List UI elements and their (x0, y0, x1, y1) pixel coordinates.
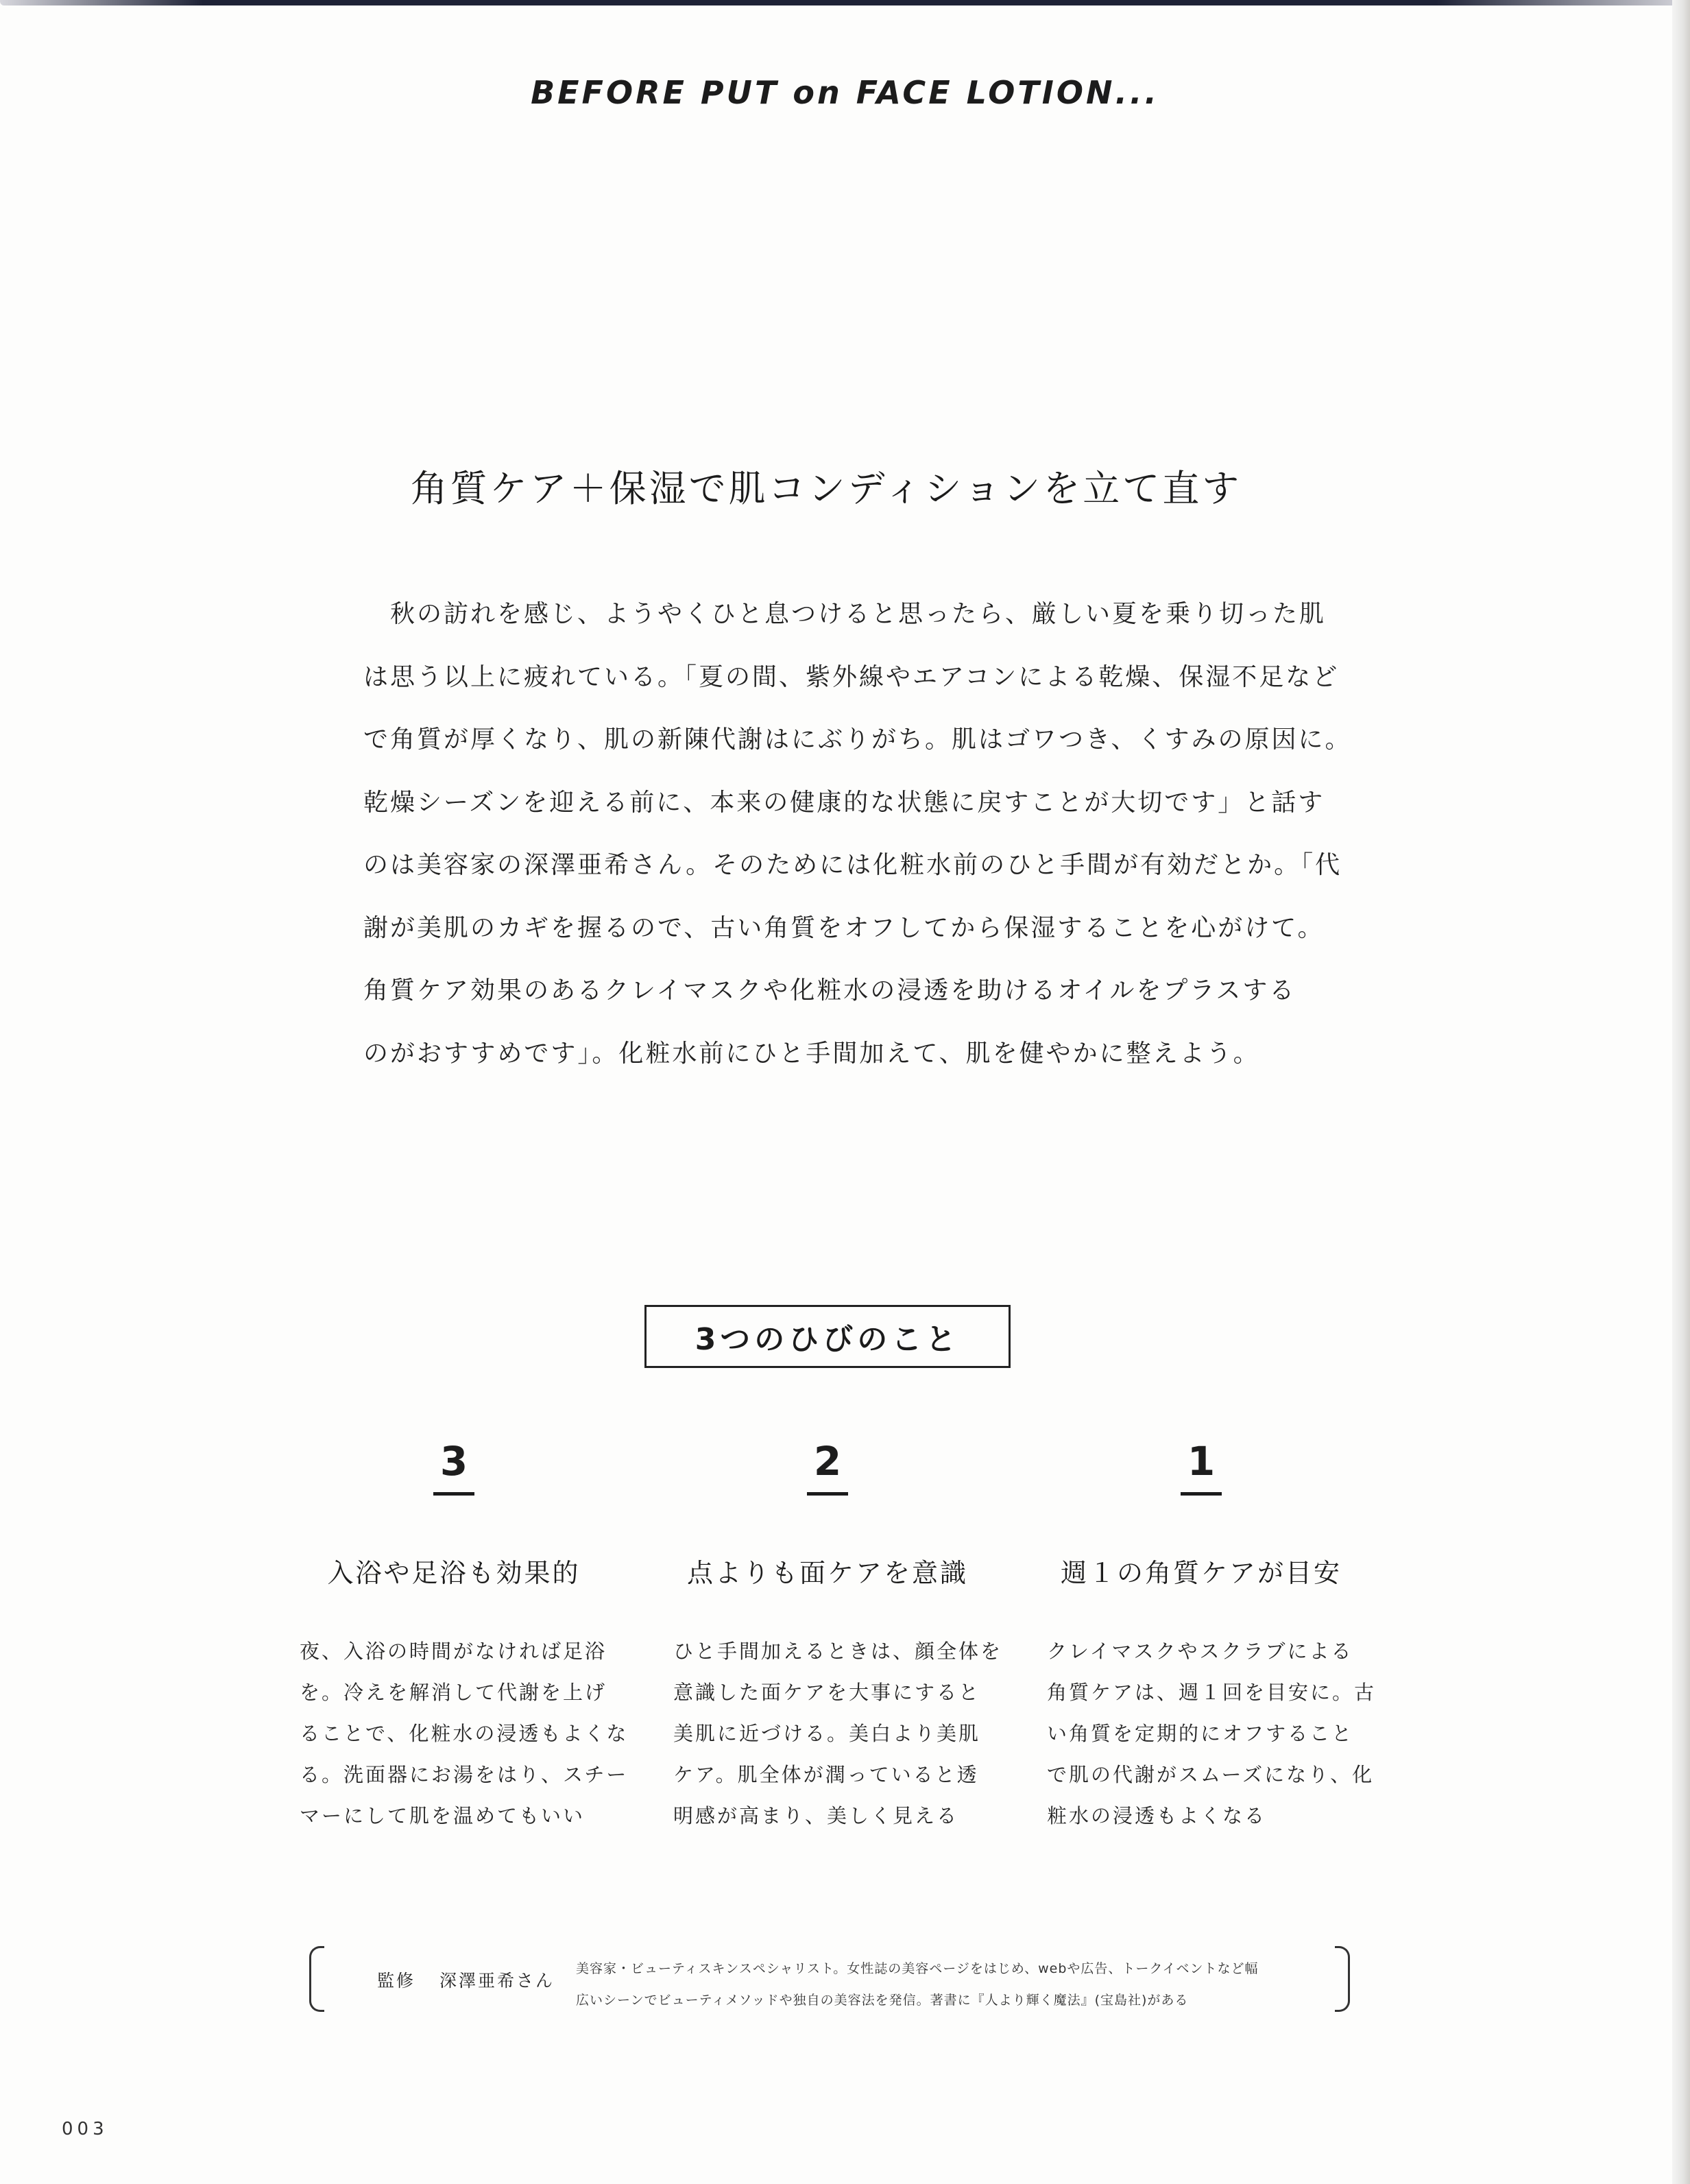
supervisor-name: 深澤亜希さん (439, 1971, 555, 1991)
tip-item-3 (300, 1438, 629, 1836)
tip-number: 1 (1181, 1439, 1222, 1496)
tip-line: 夜、入浴の時間がなければ足浴 (300, 1640, 607, 1663)
supervisor-role: 監修 (377, 1971, 416, 1991)
page-headline: BEFORE PUT on FACE LOTION... (531, 74, 1159, 111)
tip-line: い角質を定期的にオフすること (1047, 1722, 1354, 1745)
left-bracket (309, 1946, 324, 2012)
body-line: のがおすすめです」。化粧水前にひと手間加えて、肌を健やかに整えよう。 (363, 1039, 1260, 1068)
supervisor-credit (377, 1967, 555, 1992)
right-bracket (1335, 1946, 1350, 2012)
page-top-edge (0, 0, 1690, 5)
tip-line: る。洗面器にお湯をはり、スチー (300, 1763, 629, 1786)
tip-item-1 (1047, 1438, 1377, 1836)
tip-line: 意識した面ケアを大事にすると (673, 1681, 981, 1704)
body-line: 秋の訪れを感じ、ようやくひと息つけると思ったら、厳しい夏を乗り切った肌 (363, 600, 1327, 628)
body-line: は思う以上に疲れている。「夏の間、紫外線やエアコンによる乾燥、保湿不足など (363, 662, 1340, 691)
body-line: で角質が厚くなり、肌の新陳代謝はにぶりがち。肌はゴワつき、くすみの原因に。 (363, 725, 1352, 754)
body-line: 謝が美肌のカギを握るので、古い角質をオフしてから保湿することを心がけて。 (363, 913, 1325, 942)
tip-line: マーにして肌を温めてもいい (300, 1804, 586, 1827)
body-line: 角質ケア効果のあるクレイマスクや化粧水の浸透を助けるオイルをプラスする (363, 976, 1296, 1005)
section-label-box (644, 1305, 1011, 1368)
tip-line: 角質ケアは、週１回を目安に。古 (1047, 1681, 1377, 1704)
tip-description (300, 1631, 629, 1836)
tip-heading: 入浴や足浴も効果的 (327, 1558, 581, 1588)
profile-line: 美容家・ビューティスキンスペシャリスト。女性誌の美容ページをはじめ、webや広告、トークイベントなど幅 (576, 1961, 1259, 1976)
tip-line: ることで、化粧水の浸透もよくな (300, 1722, 629, 1745)
page-number: 003 (62, 2119, 108, 2139)
article-body (363, 583, 1352, 1085)
tip-line: で肌の代謝がスムーズになり、化 (1047, 1763, 1375, 1786)
tip-line: クレイマスクやスクラブによる (1047, 1640, 1353, 1663)
tip-item-2 (673, 1438, 1003, 1836)
article-title: 角質ケア＋保湿で肌コンディションを立て直す (410, 467, 1242, 510)
tip-heading: 点よりも面ケアを意識 (686, 1558, 968, 1588)
tip-number: 2 (807, 1439, 848, 1496)
tip-line: 美肌に近づける。美白より美肌 (673, 1722, 981, 1745)
tip-line: ひと手間加えるときは、顔全体を (673, 1640, 1003, 1663)
body-line: 乾燥シーズンを迎える前に、本来の健康的な状態に戻すことが大切です」と話す (363, 788, 1325, 817)
body-line: のは美容家の深澤亜希さん。そのためには化粧水前のひと手間が有効だとか。「代 (363, 851, 1342, 879)
tip-description (1047, 1631, 1377, 1836)
tip-heading: 週１の角質ケアが目安 (1060, 1558, 1342, 1588)
page-binding-edge (1672, 0, 1690, 2184)
tip-line: ケア。肌全体が潤っていると透 (673, 1763, 979, 1786)
section-label: 3つのひびのこと (695, 1322, 961, 1357)
tip-description (673, 1631, 1003, 1836)
tip-line: を。冷えを解消して代謝を上げ (300, 1681, 607, 1704)
tip-line: 明感が高まり、美しく見える (673, 1804, 959, 1827)
tip-line: 粧水の浸透もよくなる (1047, 1804, 1267, 1827)
profile-line: 広いシーンでビューティメソッドや独自の美容法を発信。著書に『人より輝く魔法』(宝島社)がある (576, 1993, 1189, 2008)
tip-number: 3 (433, 1439, 474, 1496)
supervisor-profile (576, 1953, 1258, 2016)
